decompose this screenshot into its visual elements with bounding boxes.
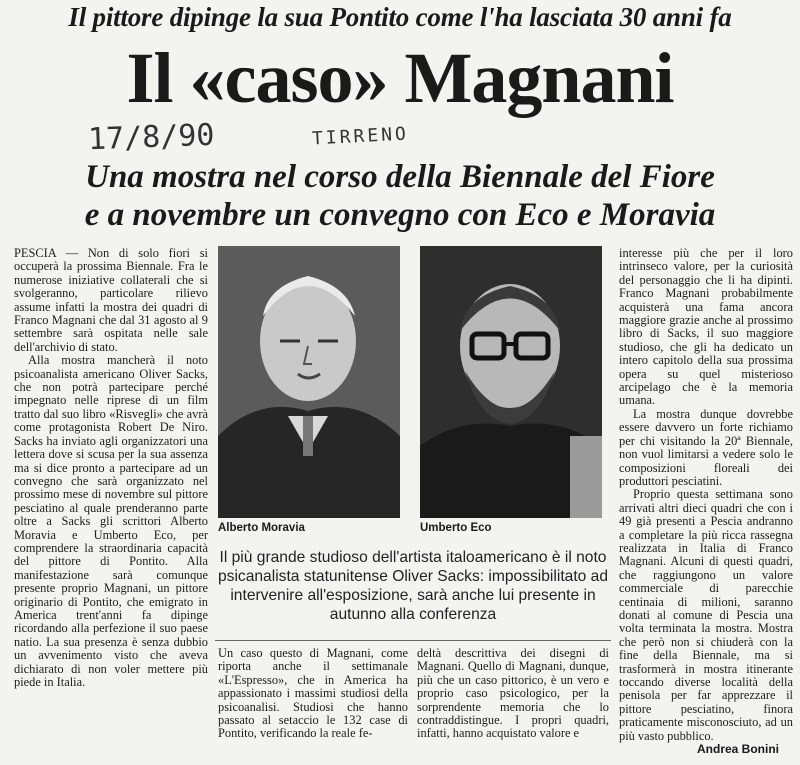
column-4-paragraph: Proprio questa settimana sono arrivati altri dieci quadri che con i 49 già presenti a Pescia andranno a completare la più ricca rassegna realizzata in Italia di Franco Magnani. Alcuni di questi quadri, che raggiungono un valore commerciale di parecchie centinaia di milioni, saranno donati al comune di Pescia una volta terminata la mostra. Mostra che però non si chiuderà con la fine della Biennale, ma si trasformerà in mostra itinerante toccando diverse località della penisola per far apprezzare il pittore pesciatino, finora praticamente misconosciuto, ad un più vasto pubblico.	[619, 487, 793, 743]
byline: Andrea Bonini	[697, 742, 780, 756]
column-4	[619, 247, 793, 743]
column-2-paragraph: Un caso questo di Magnani, come riporta anche il settimanale «L'Espresso», che in America ha appassionato i massimi studiosi della psicoanalisi. Studiosi che hanno passato al setaccio le 132 case di Pontito, verificando la reale fe-	[218, 646, 408, 741]
divider	[215, 640, 611, 641]
column-3	[417, 647, 609, 741]
column-1-paragraph: Alla mostra mancherà il noto psicoanalista americano Oliver Sacks, che non potrà partecipare perché impegnato nelle riprese di un film tratto dal suo libro «Risvegli» che avrà come protagonista Robert De Niro. Sacks ha inviato agli organizzatori una lettera dove si scusa per la sua assenza ma si dice pronto a partecipare ad un convegno che sarà organizzato nel prossimo mese di novembre sul pittore pesciatino al quale prenderanno parte oltre a Sacks gli scrittori Alberto Moravia e Umberto Eco, per comprendere la straordinaria capacità del pittore di Pontito. Alla manifestazione sarà comunque presente proprio Magnani, un pittore originario di Pontito, che emigrato in America trent'anni fa dipinge ricordando alla perfezione il suo paese natio. La sua presenza è senza dubbio un avvenimento visto che aveva dichiarato di non voler mettere più piede in Italia.	[14, 353, 208, 689]
caption-umberto-eco: Umberto Eco	[420, 522, 492, 534]
pull-quote: Il più grande studioso dell'artista italoamericano è il noto psicanalista statunitense Oliver Sacks: impossibilitato ad intervenire all'esposizione, sarà anche lui presente in autunno alla conferenza	[217, 549, 609, 623]
caption-alberto-moravia: Alberto Moravia	[218, 522, 305, 534]
handwritten-source: TIRRENO	[311, 123, 410, 150]
column-1-paragraph: PESCIA — Non di solo fiori si occuperà la prossima Biennale. Fra le numerose iniziative collaterali che si svolgeranno, particolare rilievo assume infatti la mostra dei quadri di Franco Magnani che dal 31 agosto al 9 settembre sarà ospitata nelle sale dell'archivio di stato.	[14, 246, 208, 354]
column-3-paragraph: deltà descrittiva dei disegni di Magnani. Quello di Magnani, dunque, più che un caso pittorico, è un vero e proprio caso psicologico, per la sorprendente memoria che lo contraddistingue. I propri quadri, infatti, hanno acquistato valore e	[417, 646, 609, 741]
handwritten-date: 17/8/90	[87, 117, 216, 158]
column-4-paragraph: La mostra dunque dovrebbe essere davvero un forte richiamo per chi visitando la 20ª Biennale, non vuol limitarsi a vedere solo le composizioni floreali dei produttori pesciatini.	[619, 406, 793, 488]
kicker: Il pittore dipinge la sua Pontito come l'ha lasciata 30 anni fa	[68, 2, 732, 32]
subheadline-1: Una mostra nel corso della Biennale del Fiore	[85, 159, 715, 195]
photo-alberto-moravia	[218, 246, 400, 518]
column-2	[218, 647, 408, 741]
column-1	[14, 247, 208, 689]
photo-umberto-eco	[420, 246, 602, 518]
column-4-paragraph: interesse più che per il loro intrinseco valore, per la curiosità del personaggio che li ha dipinti. Franco Magnani probabilmente acquisterà una fama ancora maggiore grazie anche al prossimo libro di Sacks, il suo maggiore studioso, che gli ha dedicato un intero capitolo della sua prossima opera su quel misterioso arcipelago che è la memoria umana.	[619, 246, 793, 408]
subheadline-2: e a novembre un convegno con Eco e Moravia	[84, 197, 716, 233]
headline: Il «caso» Magnani	[126, 38, 674, 118]
